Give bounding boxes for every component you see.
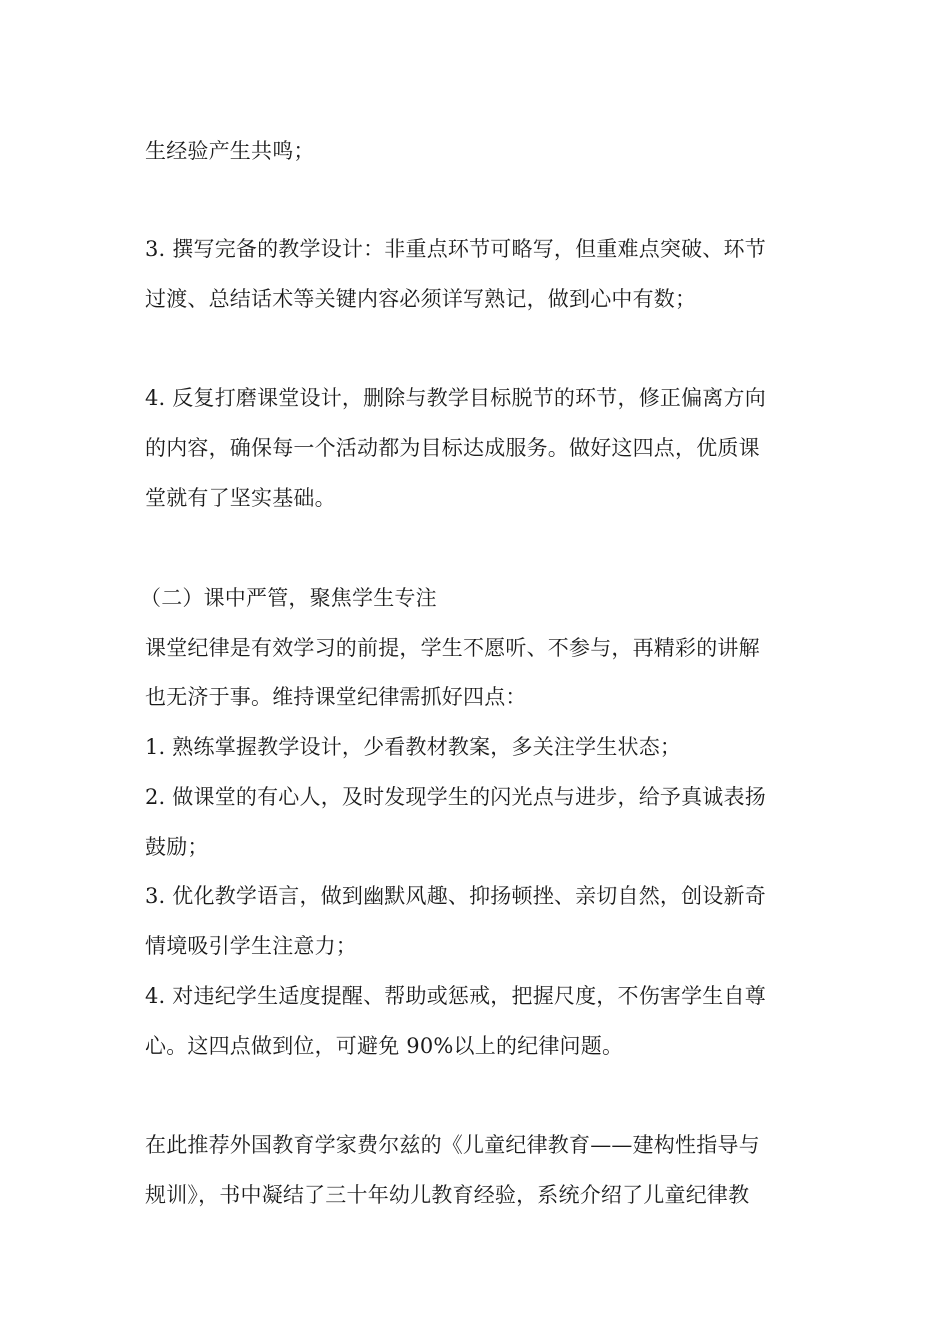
text-line: 2. 做课堂的有心人，及时发现学生的闪光点与进步，给予真诚表扬 [145,785,766,809]
text-line: 心。这四点做到位，可避免 90%以上的纪律问题。 [145,1034,624,1058]
text-line: 1. 熟练掌握教学设计，少看教材教案，多关注学生状态； [145,735,682,759]
text-line: 4. 对违纪学生适度提醒、帮助或惩戒，把握尺度，不伤害学生自尊 [145,984,766,1008]
text-line: 也无济于事。维持课堂纪律需抓好四点： [145,685,527,709]
text-line: 3. 优化教学语言，做到幽默风趣、抑扬顿挫、亲切自然，创设新奇 [145,884,766,908]
text-line: 鼓励； [145,835,209,859]
text-line: 生经验产生共鸣； [145,139,315,163]
section-heading: （二）课中严管，聚焦学生专注 [140,586,437,610]
text-line: 情境吸引学生注意力； [145,934,357,958]
text-line: 3. 撰写完备的教学设计：非重点环节可略写，但重难点突破、环节 [145,237,766,261]
text-line: 4. 反复打磨课堂设计，删除与教学目标脱节的环节，修正偏离方向 [145,386,766,410]
text-line: 课堂纪律是有效学习的前提，学生不愿听、不参与，再精彩的讲解 [145,636,760,660]
text-line: 的内容，确保每一个活动都为目标达成服务。做好这四点，优质课 [145,436,760,460]
text-line: 过渡、总结话术等关键内容必须详写熟记，做到心中有数； [145,287,697,311]
text-line: 在此推荐外国教育学家费尔兹的《儿童纪律教育——建构性指导与 [145,1133,760,1157]
text-line: 堂就有了坚实基础。 [145,486,336,510]
text-line: 规训》，书中凝结了三十年幼儿教育经验，系统介绍了儿童纪律教 [145,1183,750,1207]
